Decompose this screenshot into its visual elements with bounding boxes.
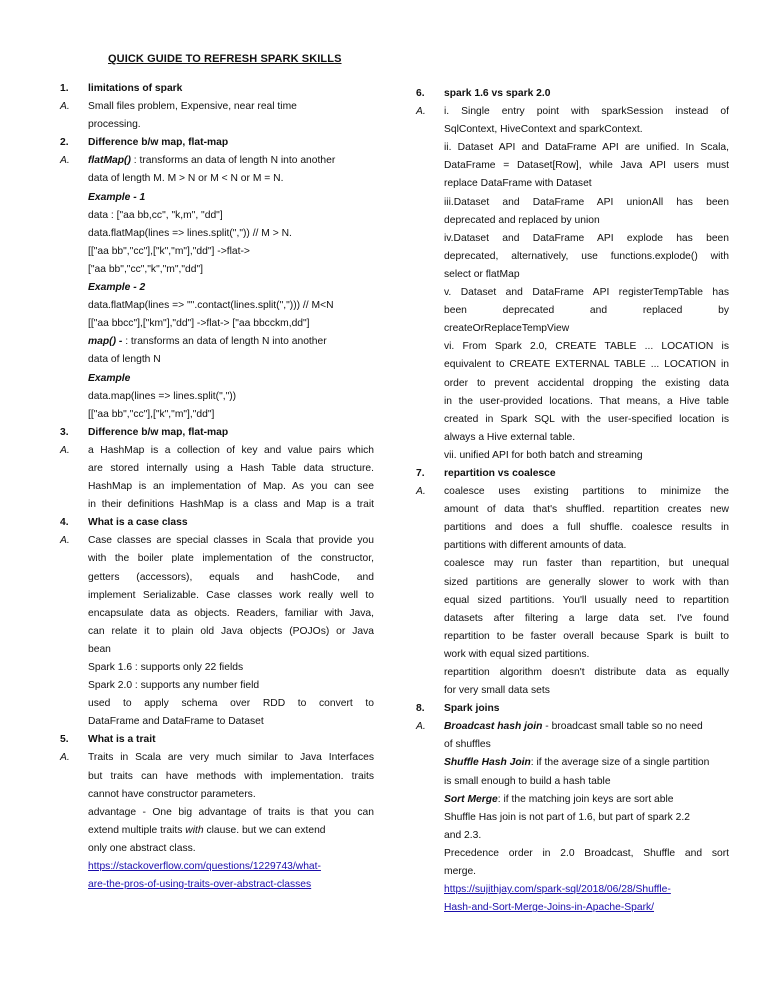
right-column xyxy=(416,85,729,917)
text-line: iv.Dataset and DataFrame API explode has been xyxy=(444,232,729,244)
section-number: 5. xyxy=(60,734,69,746)
map-desc: : transforms an data of length N into another xyxy=(122,336,327,348)
text-line: merge. xyxy=(444,866,477,878)
text-line: repartition algorithm doesn't distribute data as equally xyxy=(444,667,729,678)
shuffle-hash-join-label: Shuffle Hash Join xyxy=(444,757,531,769)
text-line: equivalent to CREATE EXTERNAL TABLE ... LOCATION in xyxy=(444,359,729,371)
text-line: in their definitions HashMap is a class and Map is a trait xyxy=(88,499,374,511)
text-line: SqlContext, HiveContext and sparkContext. xyxy=(444,124,643,136)
text-line: coalesce may run faster than repartition, but unequal xyxy=(444,558,729,570)
text-line: work with equal sized partitions. xyxy=(444,648,590,660)
section-number: 2. xyxy=(60,137,69,149)
code-line: [["aa bb","cc"],["k","m"],"dd"] xyxy=(88,408,215,420)
section-6-answer xyxy=(416,103,729,465)
answer-marker: A. xyxy=(60,752,70,764)
sujithjay-link[interactable]: https://sujithjay.com/spark-sql/2018/06/28/Shuffle- xyxy=(444,884,671,896)
text-line: partitions with different amounts of data. xyxy=(444,540,627,552)
text-line: order to prevent accidental dropping the existing data xyxy=(444,377,729,389)
text-line: sized partitions are generally slower to work with than xyxy=(444,576,729,588)
section-title: What is a trait xyxy=(88,734,156,746)
text-line xyxy=(88,152,374,170)
text-line: iii.Dataset and DataFrame API unionAll has been xyxy=(444,196,729,208)
sort-merge-label: Sort Merge xyxy=(444,793,498,805)
text-line: vii. unified API for both batch and streaming xyxy=(444,449,643,461)
section-title: spark 1.6 vs spark 2.0 xyxy=(444,88,551,99)
text-line: repartition to be faster overall because Spark is built to xyxy=(444,630,729,642)
page-title: QUICK GUIDE TO REFRESH SPARK SKILLS xyxy=(108,53,342,65)
text-line: bean xyxy=(88,643,111,655)
text-line: and 2.3. xyxy=(444,829,482,841)
section-number: 7. xyxy=(416,467,425,479)
text-line: HashMap is an implementation of Map. As you can see xyxy=(88,481,374,493)
text-line: Traits in Scala are very much similar to Java Interfaces xyxy=(88,752,374,764)
example-label: Example - 1 xyxy=(88,191,146,203)
section-2-heading xyxy=(60,134,374,152)
section-title: repartition vs coalesce xyxy=(444,467,556,479)
shuffle-hash-join-desc: : if the average size of a single partition xyxy=(530,757,710,769)
section-3-answer xyxy=(60,442,374,514)
text-line: i. Single entry point with sparkSession instead of xyxy=(444,106,729,118)
text-line: cannot have constructor parameters. xyxy=(88,788,256,800)
left-column xyxy=(60,80,374,894)
text-line: deprecated, alternatively, use functions.explode() with xyxy=(444,250,729,262)
code-line: [["aa bbcc"],["km"],"dd"] ->flat-> ["aa bbcckm,dd"] xyxy=(88,318,310,330)
answer-marker: A. xyxy=(60,101,70,113)
section-7-heading xyxy=(416,465,729,483)
section-number: 8. xyxy=(416,703,425,715)
text-line: createOrReplaceTempView xyxy=(444,323,570,335)
text-line: deprecated and replaced by union xyxy=(444,214,600,226)
section-3-heading xyxy=(60,424,374,442)
text-line: DataFrame = Dataset[Row], while Java API users must xyxy=(444,160,729,172)
section-2-answer xyxy=(60,152,374,423)
text-line: for very small data sets xyxy=(444,685,550,697)
text-line: datasets after filtering a large data set. I've found xyxy=(444,612,729,624)
section-number: 3. xyxy=(60,426,69,438)
text-line: created in Spark SQL with the user-specified location is xyxy=(444,413,729,425)
text-line: ii. Dataset API and DataFrame API are unified. In Scala, xyxy=(444,142,729,154)
section-title: limitations of spark xyxy=(88,83,183,94)
broadcast-hash-join-label: Broadcast hash join xyxy=(444,721,543,733)
text-line: replace DataFrame with Dataset xyxy=(444,178,592,190)
section-1-answer xyxy=(60,98,374,134)
text-line: Case classes are special classes in Scala that provide you xyxy=(88,535,374,547)
text-line: can relate it to plain old Java objects (POJOs) or Java xyxy=(88,625,374,637)
section-number: 4. xyxy=(60,517,69,529)
text-line: is small enough to build a hash table xyxy=(444,775,611,787)
text-run: extend multiple traits xyxy=(88,824,186,836)
flatmap-label: flatMap() xyxy=(88,155,131,167)
section-title: Difference b/w map, flat-map xyxy=(88,137,229,149)
text-line: in the user-provided locations. That means, a Hive table xyxy=(444,395,729,407)
answer-marker: A. xyxy=(60,444,70,456)
section-6-heading xyxy=(416,85,729,103)
text-line: data of length N xyxy=(88,354,161,366)
text-line: of shuffles xyxy=(444,739,491,751)
text-line: a HashMap is a collection of key and value pairs which xyxy=(88,444,374,456)
code-line: data.map(lines => lines.split(",")) xyxy=(88,390,237,402)
text-line xyxy=(444,754,729,772)
code-line: data : ["aa bb,cc", "k,m", "dd"] xyxy=(88,209,223,221)
sort-merge-desc: : if the matching join keys are sort able xyxy=(497,793,674,805)
text-line: processing. xyxy=(88,119,141,131)
text-line: Spark 2.0 : supports any number field xyxy=(88,680,260,692)
broadcast-hash-join-desc: - broadcast small table so no need xyxy=(542,721,703,733)
text-line: getters (accessors), equals and hashCode, and xyxy=(88,571,374,583)
text-line: are stored internally using a Hash Table data structure. xyxy=(88,462,374,474)
answer-marker: A. xyxy=(416,486,426,498)
section-7-answer xyxy=(416,483,729,700)
text-line: equal sized partitions. You'll usually need to repartition xyxy=(444,594,729,606)
text-line: Shuffle Has join is not part of 1.6, but part of spark 2.2 xyxy=(444,811,690,823)
text-line: used to apply schema over RDD to convert to xyxy=(88,698,374,710)
text-line: amount of data that's shuffled. repartition creates new xyxy=(444,504,729,516)
section-5-heading xyxy=(60,731,374,749)
section-8-answer xyxy=(416,718,729,917)
stackoverflow-link-cont[interactable]: are-the-pros-of-using-traits-over-abstract-classes xyxy=(88,879,312,891)
code-line: data.flatMap(lines => "".contact(lines.split(","))) // M<N xyxy=(88,300,334,312)
text-line: Small files problem, Expensive, near real time xyxy=(88,101,297,113)
text-line: with the boiler plate implementation of the constructor, xyxy=(88,553,374,565)
text-line: only one abstract class. xyxy=(88,842,196,854)
map-label: map() - xyxy=(88,336,123,348)
text-line: Precedence order in 2.0 Broadcast, Shuffle and sort xyxy=(444,847,729,859)
text-line: encapsulate data as objects. Readers, familiar with Java, xyxy=(88,607,374,619)
text-line: been deprecated and replaced by xyxy=(444,305,729,317)
flatmap-desc: : transforms an data of length N into another xyxy=(130,155,336,167)
code-line: [["aa bb","cc"],["k","m"],"dd"] ->flat-> xyxy=(88,245,250,257)
code-line: data.flatMap(lines => lines.split(",")) // M > N. xyxy=(88,227,292,239)
text-run-italic: with xyxy=(185,824,204,836)
text-line: data of length M. M > N or M < N or M = N. xyxy=(88,173,284,185)
example-label: Example - 2 xyxy=(88,282,146,294)
answer-marker: A. xyxy=(60,155,70,167)
section-title: Difference b/w map, flat-map xyxy=(88,426,229,438)
text-line xyxy=(88,822,374,840)
section-4-heading xyxy=(60,514,374,532)
answer-marker: A. xyxy=(60,535,70,547)
section-1-heading xyxy=(60,80,374,98)
section-4-answer xyxy=(60,532,374,731)
stackoverflow-link[interactable]: https://stackoverflow.com/questions/1229743/what- xyxy=(88,861,321,873)
text-line: advantage - One big advantage of traits is that you can xyxy=(88,806,374,818)
text-line xyxy=(444,718,729,736)
answer-marker: A. xyxy=(416,721,426,733)
text-run: clause. but we can extend xyxy=(203,824,326,836)
section-title: What is a case class xyxy=(88,517,188,529)
text-line: partitions and does a full shuffle. coalesce results in xyxy=(444,522,729,534)
section-title: Spark joins xyxy=(444,703,500,715)
text-line: v. Dataset and DataFrame API registerTempTable has xyxy=(444,287,729,299)
code-line: ["aa bb","cc","k","m","dd"] xyxy=(88,263,203,275)
text-line: select or flatMap xyxy=(444,268,520,280)
answer-marker: A. xyxy=(416,106,426,118)
text-line: but traits can have methods with implementation. traits xyxy=(88,770,374,782)
example-label: Example xyxy=(88,372,131,384)
sujithjay-link-cont[interactable]: Hash-and-Sort-Merge-Joins-in-Apache-Spark/ xyxy=(444,902,655,914)
text-line: coalesce uses existing partitions to minimize the xyxy=(444,486,729,498)
text-line: implement Serializable. Case classes work really well to xyxy=(88,589,374,601)
section-number: 1. xyxy=(60,83,69,94)
section-5-answer xyxy=(60,749,374,894)
section-number: 6. xyxy=(416,88,425,99)
text-line xyxy=(88,333,374,351)
section-8-heading xyxy=(416,700,729,718)
text-line: always a Hive external table. xyxy=(444,431,576,443)
text-line: Spark 1.6 : supports only 22 fields xyxy=(88,662,244,673)
text-line xyxy=(444,791,729,809)
text-line: DataFrame and DataFrame to Dataset xyxy=(88,716,264,728)
text-line: vi. From Spark 2.0, CREATE TABLE ... LOCATION is xyxy=(444,341,729,353)
